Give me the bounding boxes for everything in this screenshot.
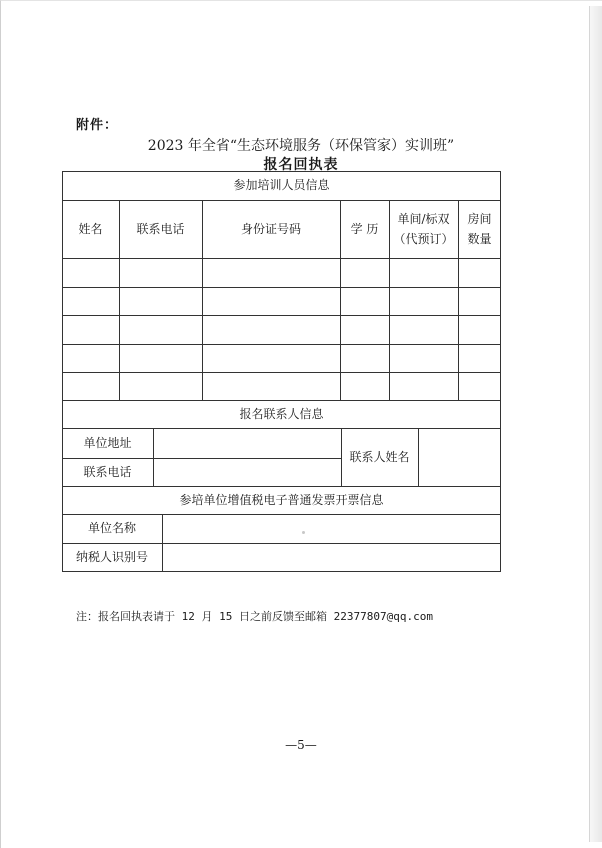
trainee-row[interactable]	[62, 287, 501, 315]
form-subtitle: 报名回执表	[263, 157, 339, 173]
section-header-trainees: 参加培训人员信息	[233, 178, 330, 193]
unit-address-label: 单位地址	[83, 435, 132, 450]
form-title: 2023 年全省“生态环境服务（环保管家）实训班”	[147, 138, 455, 154]
scan-speck	[302, 531, 305, 534]
contact-name-label: 联系人姓名	[349, 449, 410, 464]
column-header-education: 学 历	[350, 221, 379, 236]
unit-address-field[interactable]	[153, 428, 341, 458]
room-type-note: （代预订）	[393, 232, 454, 246]
trainee-row[interactable]	[62, 315, 501, 344]
trainee-row[interactable]	[62, 344, 501, 372]
trainee-row[interactable]	[62, 372, 501, 400]
contact-name-field[interactable]	[418, 428, 501, 486]
section-header-invoice: 参培单位增值税电子普通发票开票信息	[179, 492, 384, 507]
taxpayer-id-label: 纳税人识别号	[75, 550, 148, 565]
room-type-label: 单间/标双	[397, 211, 450, 226]
contact-phone-label: 联系电话	[83, 464, 132, 479]
column-header-room-count	[458, 200, 501, 258]
attachment-label: 附件：	[76, 118, 119, 133]
room-count-label-line2: 数量	[467, 232, 492, 246]
contact-phone-field[interactable]	[153, 458, 341, 486]
column-header-phone: 联系电话	[136, 221, 185, 236]
unit-name-label: 单位名称	[87, 521, 136, 536]
page-number: —5—	[285, 738, 317, 752]
section-header-contact: 报名联系人信息	[239, 406, 324, 421]
taxpayer-id-field[interactable]	[162, 543, 501, 572]
unit-name-field[interactable]	[162, 514, 501, 543]
trainee-row[interactable]	[62, 258, 501, 287]
column-header-name: 姓名	[78, 221, 103, 236]
room-count-label-line1: 房间	[467, 211, 492, 226]
column-header-room-type	[389, 200, 458, 258]
submission-note: 注：报名回执表请于 12 月 15 日之前反馈至邮箱 22377807@qq.com	[76, 610, 433, 623]
column-header-id-number: 身份证号码	[240, 221, 301, 236]
